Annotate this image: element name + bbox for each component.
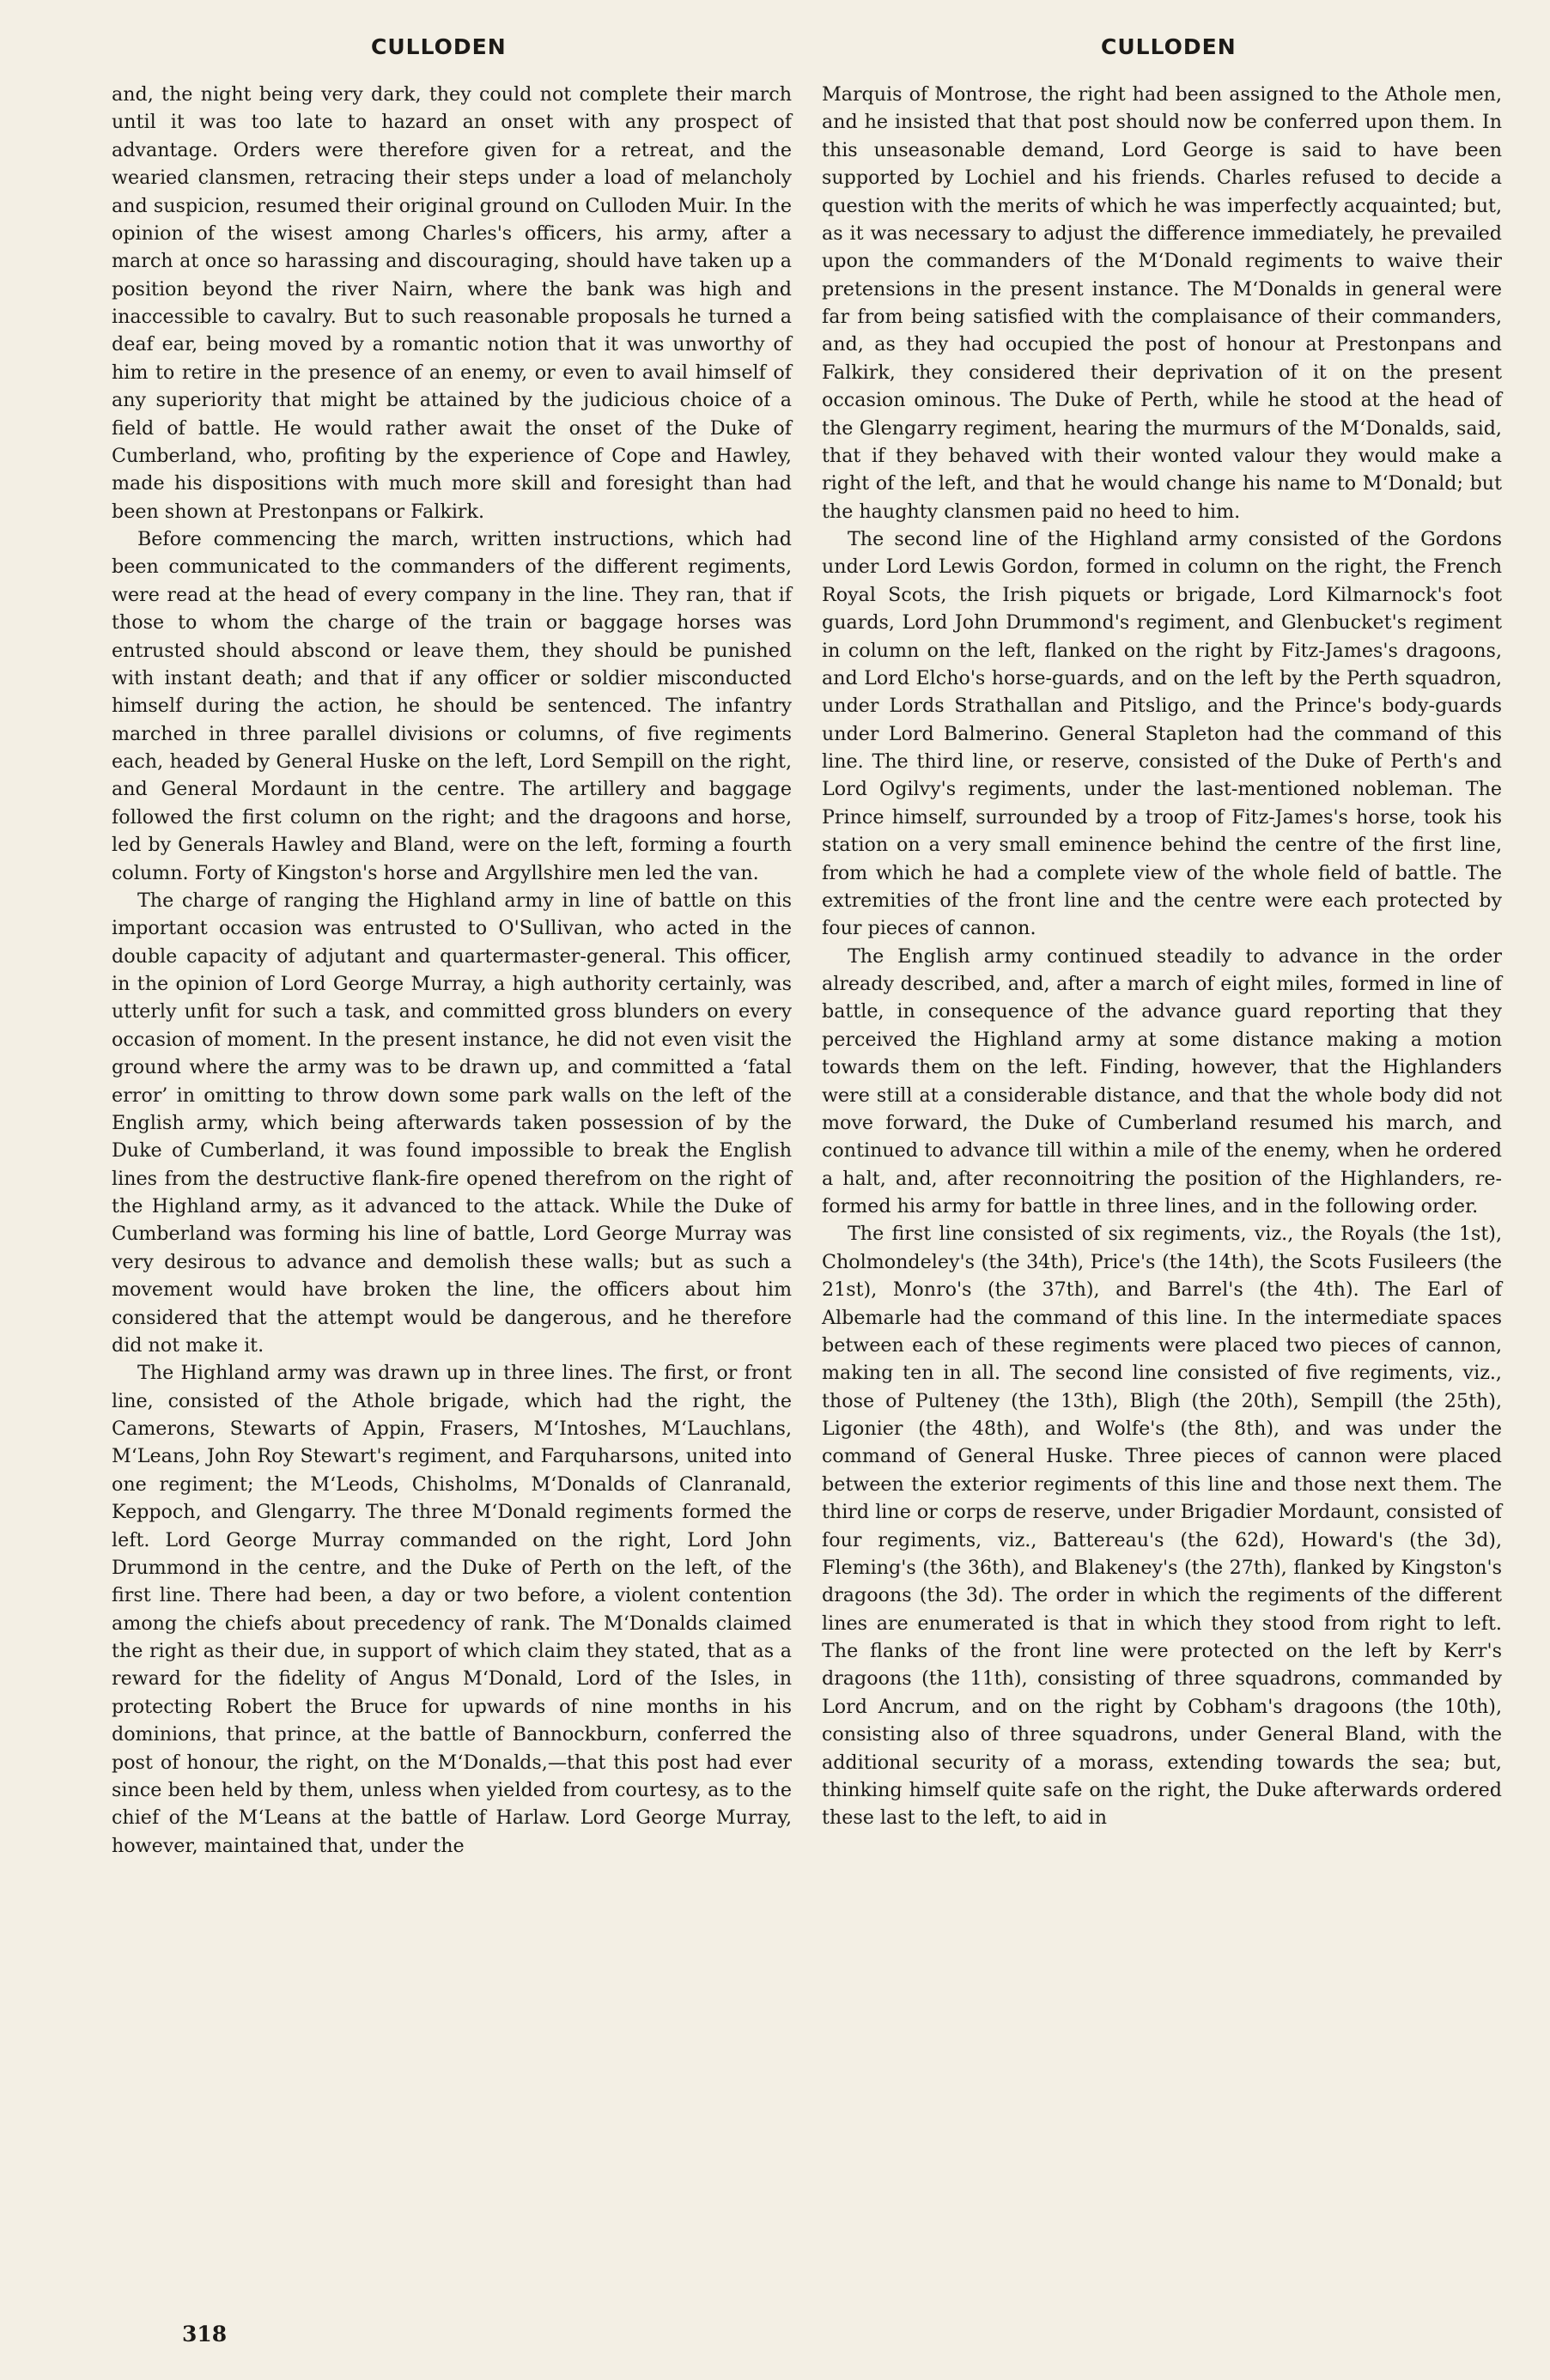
paragraph: Marquis of Montrose, the right had been assigned to the Athole men, and he insisted that that post should now be conferred upon them. In this unseasonable demand, Lord George is said to have been supported by Lochiel and his friends. Charles refused to decide a question with the merits of which he was imperfectly acquainted; but, as it was necessary to adjust the difference immediately, he prevailed upon the commanders of the M‘Donald regiments to waive their pretensions in the present instance. The M‘Donalds in general were far from being satisfied with the complaisance of their commanders, and, as they had occupied the post of honour at Prestonpans and Falkirk, they considered their deprivation of it on the present occasion ominous. The Duke of Perth, while he stood at the head of the Glengarry regiment, hearing the murmurs of the M‘Donalds, said, that if they behaved with their wonted valour they would make a right of the left, and that he would change his name to M‘Donald; but the haughty clansmen paid no heed to him. <box>822 83 1502 523</box>
paragraph: The charge of ranging the Highland army in line of battle on this important occasion was entrusted to O'Sullivan, who acted in the double capacity of adjutant and quartermaster-general. This officer, in the opinion of Lord George Murray, a high authority certainly, was utterly unfit for such a task, and committed gross blunders on every occasion of moment. In the present instance, he did not even visit the ground where the army was to be drawn up, and committed a ‘fatal error’ in omitting to throw down some park walls on the left of the English army, which being afterwards taken possession of by the Duke of Cumberland, it was found impossible to break the English lines from the destructive flank-fire opened therefrom on the right of the Highland army, as it advanced to the attack. While the Duke of Cumberland was forming his line of battle, Lord George Murray was very desirous to advance and demolish these walls; but as such a movement would have broken the line, the officers about him considered that the attempt would be dangerous, and he therefore did not make it. <box>112 889 792 1357</box>
left-column <box>112 81 792 1860</box>
right-column <box>822 81 1502 1832</box>
paragraph: The first line consisted of six regiments, viz., the Royals (the 1st), Cholmondeley's (the 34th), Price's (the 14th), the Scots Fusileers (the 21st), Monro's (the 37th), and Barrel's (the 4th). The Earl of Albemarle had the command of this line. In the intermediate spaces between each of these regiments were placed two pieces of cannon, making ten in all. The second line consisted of five regiments, viz., those of Pulteney (the 13th), Bligh (the 20th), Sempill (the 25th), Ligonier (the 48th), and Wolfe's (the 8th), and was under the command of General Huske. Three pieces of cannon were placed between the exterior regiments of this line and those next them. The third line or corps de reserve, under Brigadier Mordaunt, consisted of four regiments, viz., Battereau's (the 62d), Howard's (the 3d), Fleming's (the 36th), and Blakeney's (the 27th), flanked by Kingston's dragoons (the 3d). The order in which the regiments of the different lines are enumerated is that in which they stood from right to left. The flanks of the front line were protected on the left by Kerr's dragoons (the 11th), consisting of three squadrons, commanded by Lord Ancrum, and on the right by Cobham's dragoons (the 10th), consisting also of three squadrons, under General Bland, with the additional security of a morass, extending towards the sea; but, thinking himself quite safe on the right, the Duke afterwards ordered these last to the left, to aid in <box>822 1223 1502 1830</box>
running-head-left: CULLODEN <box>371 34 507 59</box>
paragraph: The English army continued steadily to advance in the order already described, and, after a march of eight miles, formed in line of battle, in consequence of the advance guard reporting that they perceived the Highland army at some distance making a motion towards them on the left. Finding, however, that the Highlanders were still at a considerable distance, and that the whole body did not move forward, the Duke of Cumberland resumed his march, and continued to advance till within a mile of the enemy, when he ordered a halt, and, after reconnoitring the position of the Highlanders, re-formed his army for battle in three lines, and in the following order. <box>822 944 1502 1217</box>
paragraph: Before commencing the march, written instructions, which had been communicated to the commanders of the different regiments, were read at the head of every company in the line. They ran, that if those to whom the charge of the train or baggage horses was entrusted should abscond or leave them, they should be punished with instant death; and that if any officer or soldier misconducted himself during the action, he should be sentenced. The infantry marched in three parallel divisions or columns, of five regiments each, headed by General Huske on the left, Lord Sempill on the right, and General Mordaunt in the centre. The artillery and baggage followed the first column on the right; and the dragoons and horse, led by Generals Hawley and Bland, were on the left, forming a fourth column. Forty of Kingston's horse and Argyllshire men led the van. <box>112 528 792 884</box>
running-head-right: CULLODEN <box>1101 34 1237 59</box>
paragraph: and, the night being very dark, they could not complete their march until it was too late to hazard an onset with any prospect of advantage. Orders were therefore given for a retreat, and the wearied clansmen, retracing their steps under a load of melancholy and suspicion, resumed their original ground on Culloden Muir. In the opinion of the wisest among Charles's officers, his army, after a march at once so harassing and discouraging, should have taken up a position beyond the river Nairn, where the bank was high and inaccessible to cavalry. But to such reasonable proposals he turned a deaf ear, being moved by a romantic notion that it was unworthy of him to retire in the presence of an enemy, or even to avail himself of any superiority that might be attained by the judicious choice of a field of battle. He would rather await the onset of the Duke of Cumberland, who, profiting by the experience of Cope and Hawley, made his dispositions with much more skill and foresight than had been shown at Prestonpans or Falkirk. <box>112 83 792 523</box>
paragraph: The second line of the Highland army consisted of the Gordons under Lord Lewis Gordon, formed in column on the right, the French Royal Scots, the Irish piquets or brigade, Lord Kilmarnock's foot guards, Lord John Drummond's regiment, and Glenbucket's regiment in column on the left, flanked on the right by Fitz-James's dragoons, and Lord Elcho's horse-guards, and on the left by the Perth squadron, under Lords Strathallan and Pitsligo, and the Prince's body-guards under Lord Balmerino. General Stapleton had the command of this line. The third line, or reserve, consisted of the Duke of Perth's and Lord Ogilvy's regiments, under the last-mentioned nobleman. The Prince himself, surrounded by a troop of Fitz-James's horse, took his station on a very small eminence behind the centre of the first line, from which he had a complete view of the whole field of battle. The extremities of the front line and the centre were each protected by four pieces of cannon. <box>822 528 1502 940</box>
paragraph: The Highland army was drawn up in three lines. The first, or front line, consisted of the Athole brigade, which had the right, the Camerons, Stewarts of Appin, Frasers, M‘Intoshes, M‘Lauchlans, M‘Leans, John Roy Stewart's regiment, and Farquharsons, united into one regiment; the M‘Leods, Chisholms, M‘Donalds of Clanranald, Keppoch, and Glengarry. The three M‘Donald regiments formed the left. Lord George Murray commanded on the right, Lord John Drummond in the centre, and the Duke of Perth on the left, of the first line. There had been, a day or two before, a violent contention among the chiefs about precedency of rank. The M‘Donalds claimed the right as their due, in support of which claim they stated, that as a reward for the fidelity of Angus M‘Donald, Lord of the Isles, in protecting Robert the Bruce for upwards of nine months in his dominions, that prince, at the battle of Bannockburn, conferred the post of honour, the right, on the M‘Donalds,—that this post had ever since been held by them, unless when yielded from courtesy, as to the chief of the M‘Leans at the battle of Harlaw. Lord George Murray, however, maintained that, under the <box>112 1362 792 1857</box>
page-number: 318 <box>182 2322 228 2347</box>
